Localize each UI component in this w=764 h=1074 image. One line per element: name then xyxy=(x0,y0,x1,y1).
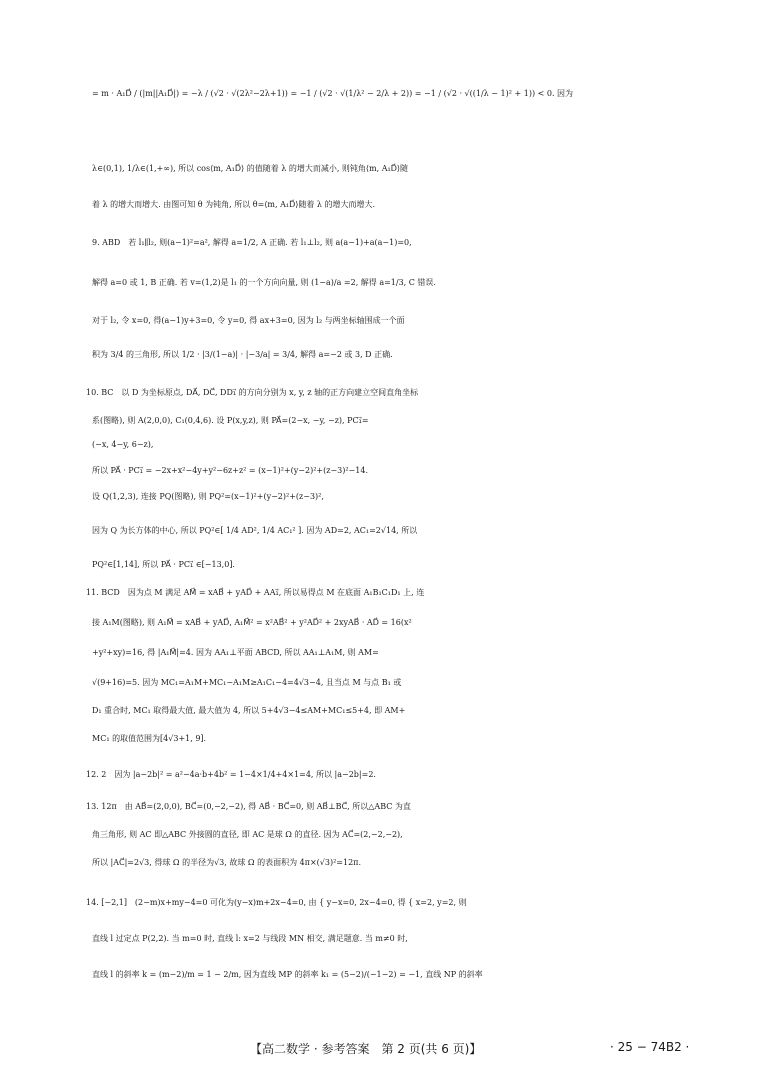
text-line: 因为 Q 为长方体的中心, 所以 PQ²∈[ 1/4 AD², 1/4 AC₁² ]. 因为 AD=2, AC₁=2√14, 所以 xyxy=(92,526,418,535)
text-line: 所以 PA⃗ · PC₁⃗ = −2x+x²−4y+y²−6z+z² = (x−1)²+(y−2)²+(z−3)²−14. xyxy=(92,466,368,475)
text-line: λ∈(0,1), 1/λ∈(1,+∞), 所以 cos⟨m, A₁D⃗⟩ 的值随着 λ 的增大而减小, 则钝角⟨m, A₁D⃗⟩随 xyxy=(92,164,408,173)
text-line: √(9+16)=5. 因为 MC₁=A₁M+MC₁−A₁M≥A₁C₁−4=4√3−4, 且当点 M 与点 B₁ 或 xyxy=(92,678,402,687)
text-line: (−x, 4−y, 6−z), xyxy=(92,440,154,449)
text-line: 设 Q(1,2,3), 连接 PQ(图略), 则 PQ²=(x−1)²+(y−2)²+(z−3)², xyxy=(92,492,324,501)
page-footer xyxy=(0,1040,764,1060)
footer-page-info: 【高二数学 · 参考答案 第 2 页(共 6 页)】 xyxy=(250,1042,482,1056)
text-line: 11. BCD 因为点 M 满足 AM⃗ = xAB⃗ + yAD⃗ + AA₁⃗, 所以易得点 M 在底面 A₁B₁C₁D₁ 上, 连 xyxy=(86,588,425,597)
text-line: +y²+xy)=16, 得 |A₁M⃗|=4. 因为 AA₁⊥平面 ABCD, 所以 AA₁⊥A₁M, 则 AM= xyxy=(92,648,379,657)
text-line: 10. BC 以 D 为坐标原点, DA⃗, DC⃗, DD₁⃗ 的方向分别为 x, y, z 轴的正方向建立空间直角坐标 xyxy=(86,388,419,397)
text-line: 角三角形, 则 AC 即△ABC 外接圆的直径, 即 AC 是球 Ω 的直径. 因为 AC⃗=(2,−2,−2), xyxy=(92,830,403,839)
text-line: 14. [−2,1] (2−m)x+my−4=0 可化为(y−x)m+2x−4=0, 由 { y−x=0, 2x−4=0, 得 { x=2, y=2, 则 xyxy=(86,898,467,907)
text-line: 直线 l 过定点 P(2,2). 当 m=0 时, 直线 l: x=2 与线段 MN 相交, 满足题意. 当 m≠0 时, xyxy=(92,934,408,943)
text-line: 系(图略), 则 A(2,0,0), C₁(0,4,6). 设 P(x,y,z), 则 PA⃗=(2−x, −y, −z), PC₁⃗= xyxy=(92,416,369,425)
footer-code: · 25 − 74B2 · xyxy=(610,1040,690,1054)
text-line: 直线 l 的斜率 k = (m−2)/m = 1 − 2/m, 因为直线 MP 的斜率 k₁ = (5−2)/(−1−2) = −1, 直线 NP 的斜率 xyxy=(92,970,483,979)
text-line: 解得 a=0 或 1, B 正确. 若 v=(1,2)是 l₁ 的一个方向向量, 则 (1−a)/a =2, 解得 a=1/3, C 错误. xyxy=(92,278,436,287)
text-line: 着 λ 的增大而增大. 由图可知 θ 为钝角, 所以 θ=⟨m, A₁D⃗⟩随着 λ 的增大而增大. xyxy=(92,200,376,209)
text-line: D₁ 重合时, MC₁ 取得最大值, 最大值为 4, 所以 5+4√3−4≤AM+MC₁≤5+4, 即 AM+ xyxy=(92,706,406,715)
text-line: 接 A₁M(图略), 则 A₁M⃗ = xAB⃗ + yAD⃗, A₁M⃗² = x²AB⃗² + y²AD⃗² + 2xyAB⃗ · AD⃗ = 16(x² xyxy=(92,618,412,627)
text-line: 对于 l₂, 令 x=0, 得(a−1)y+3=0, 令 y=0, 得 ax+3=0, 因为 l₂ 与两坐标轴围成一个面 xyxy=(92,316,405,325)
text-line: 13. 12π 由 AB⃗=(2,0,0), BC⃗=(0,−2,−2), 得 AB⃗ · BC⃗=0, 则 AB⃗⊥BC⃗, 所以△ABC 为直 xyxy=(86,802,411,811)
text-line: 所以 |AC⃗|=2√3, 得球 Ω 的半径为√3, 故球 Ω 的表面积为 4π×(√3)²=12π. xyxy=(92,858,361,867)
text-line: 9. ABD 若 l₁∥l₂, 则(a−1)²=a², 解得 a=1/2, A 正确. 若 l₁⊥l₂, 则 a(a−1)+a(a−1)=0, xyxy=(92,238,412,247)
text-line: 12. 2 因为 |a−2b|² = a²−4a·b+4b² = 1−4×1/4+4×1=4, 所以 |a−2b|=2. xyxy=(86,770,376,779)
text-line: = m · A₁D⃗ / (|m||A₁D⃗|) = −λ / (√2 · √(2λ²−2λ+1)) = −1 / (√2 · √(1/λ² − 2/λ + 2)) = −1 / (√2 · √((1/λ − 1)² + 1)) < 0. 因为 xyxy=(92,89,574,98)
text-line: MC₁ 的取值范围为[4√3+1, 9]. xyxy=(92,734,207,743)
text-line: 积为 3/4 的三角形, 所以 1/2 · |3/(1−a)| · |−3/a| = 3/4, 解得 a=−2 或 3, D 正确. xyxy=(92,350,393,359)
text-line: PQ²∈[1,14], 所以 PA⃗ · PC₁⃗ ∈[−13,0]. xyxy=(92,560,235,569)
